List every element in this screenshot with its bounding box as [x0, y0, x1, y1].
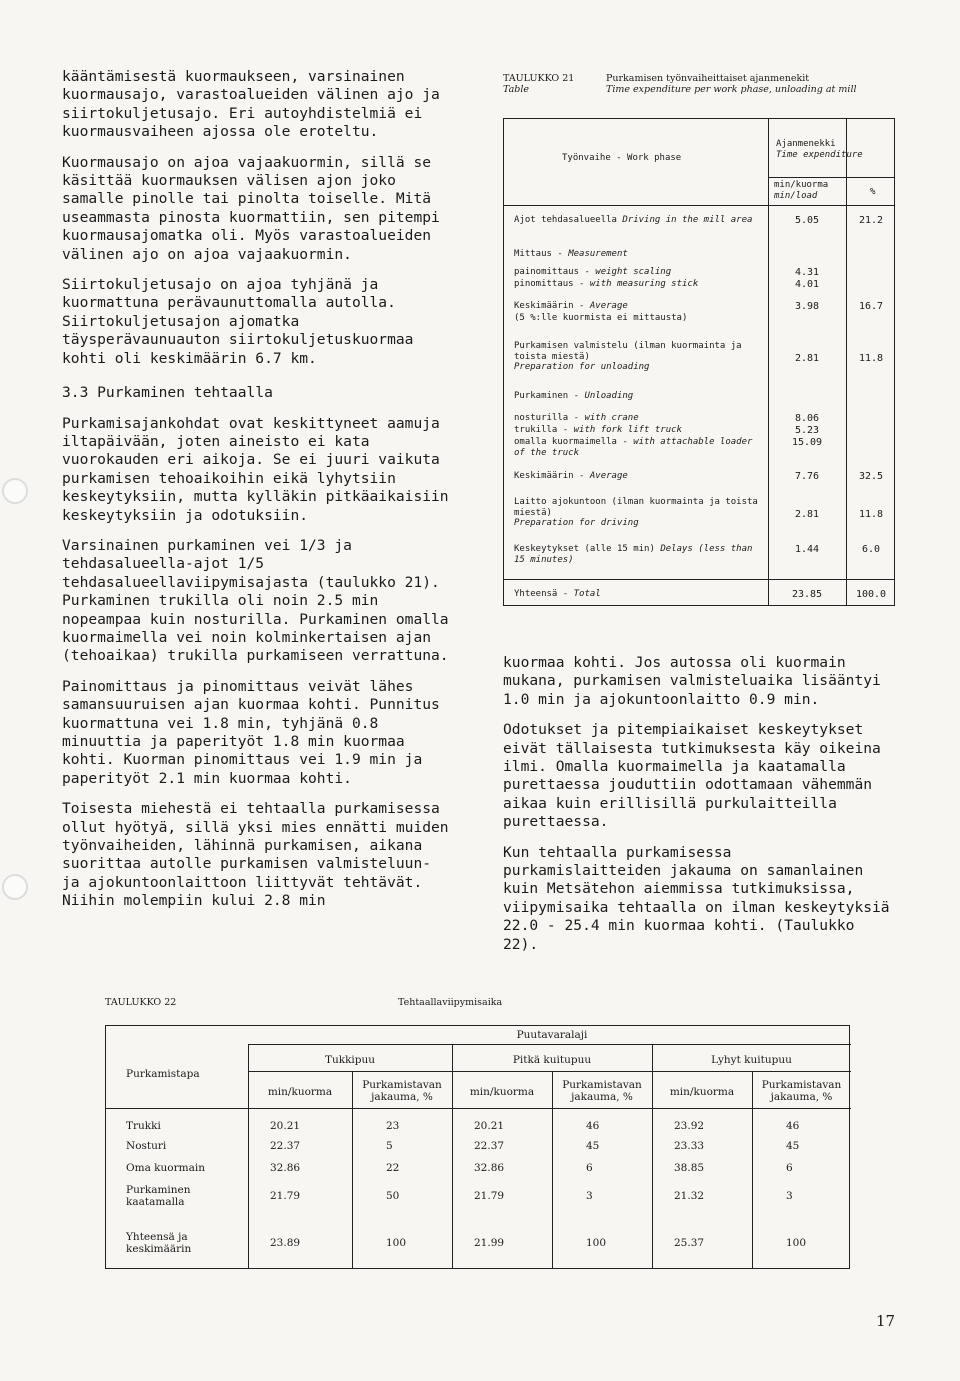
table22-cell: 38.85: [674, 1162, 705, 1174]
table22-cell: 5: [386, 1140, 393, 1152]
table21-row-label: Laitto ajokuntoon (ilman kuormainta ja toista miestä) Preparation for driving: [514, 497, 758, 528]
table22-header-min: min/kuorma: [267, 1086, 333, 1098]
table22: [105, 1025, 850, 1269]
punch-hole-bottom: [2, 874, 28, 900]
table21-header-time: Ajanmenekki Time expenditure: [776, 139, 863, 160]
page-number: 17: [876, 1312, 896, 1330]
table22-cell: 21.79: [270, 1190, 301, 1202]
table21-header-pct: %: [870, 187, 876, 197]
table22-row-label: Purkaminen kaatamalla: [126, 1184, 191, 1208]
table21-cell-pct: 32.5: [858, 471, 884, 482]
table21-label: TAULUKKO 21 Table: [503, 73, 575, 95]
table22-cell: 100: [386, 1237, 407, 1249]
table22-cell: 46: [586, 1120, 600, 1132]
paragraph: Toisesta miehestä ei tehtaalla purkamisessa ollut hyötyä, sillä yksi mies ennätti muiden työnvaiheiden, lähinnä purkamisen, aikana suorittaa autolle purkamisen valmisteluun- ja ajokuntoonlaittoon liittyvät tehtävät. Niihin molempiin kului 2.8 min: [62, 800, 449, 910]
table21-row-label: Purkamisen valmistelu (ilman kuormainta ja toista miestä) Preparation for unloading: [514, 341, 742, 372]
table22-header-jakauma: Purkamistavan jakauma, %: [562, 1079, 642, 1103]
table22-cell: 20.21: [270, 1120, 301, 1132]
table22-header-min: min/kuorma: [469, 1086, 535, 1098]
table21-cell-pct: 6.0: [861, 544, 881, 555]
table22-label: TAULUKKO 22: [105, 997, 177, 1008]
section-heading: 3.3 Purkaminen tehtaalla: [62, 384, 273, 402]
table21-header-phase: Työnvaihe - Work phase: [562, 153, 682, 163]
table21-row-label: Keskeytykset (alle 15 min) Delays (less than 15 minutes): [514, 544, 753, 565]
table21-cell-min: 4.31: [794, 267, 820, 278]
table21-cell-pct: 11.8: [858, 353, 884, 364]
table22-header-purkamistapa: Purkamistapa: [126, 1068, 200, 1080]
table22-cell: 22.37: [270, 1140, 301, 1152]
table21-cell-min: 5.05: [794, 215, 820, 226]
table21-row-label: trukilla - with fork lift truck: [514, 425, 682, 435]
paragraph: kuormaa kohti. Jos autossa oli kuormain mukana, purkamisen valmisteluaika lisääntyi 1.0 min ja ajokuntoonlaitto 0.9 min.: [503, 654, 881, 708]
table22-cell: 20.21: [474, 1120, 505, 1132]
table21-cell-pct: 100.0: [855, 589, 887, 600]
table22-cell: 23: [386, 1120, 400, 1132]
table22-cell: 23.33: [674, 1140, 705, 1152]
table22-header-pitka: Pitkä kuitupuu: [512, 1054, 592, 1066]
table21-cell-min: 5.23: [794, 425, 820, 436]
table22-cell: 6: [586, 1162, 593, 1174]
table21-row-label: Ajot tehdasalueella Driving in the mill area: [514, 215, 753, 225]
table22-cell: 100: [586, 1237, 607, 1249]
table21-row-label: Keskimäärin - Average: [514, 471, 628, 481]
table22-cell: 23.89: [270, 1237, 301, 1249]
table22-row-label: Oma kuormain: [126, 1162, 205, 1174]
table22-row-label: Yhteensä ja keskimäärin: [126, 1231, 192, 1255]
table21-row-label: (5 %:lle kuormista ei mittausta): [514, 313, 688, 323]
paragraph: Purkamisajankohdat ovat keskittyneet aamuja iltapäivään, joten aineisto ei kata vuorokauden eri aikoja. Se ei juuri vaikuta purkamisen tehoaikoihin eikä lyhytsiin keskeytyksiin, mutta kylläkin pitkäaikaisiin keskeytyksiin ja odotuksiin.: [62, 414, 449, 524]
table22-header-lyhyt: Lyhyt kuitupuu: [711, 1054, 792, 1066]
paragraph: Odotukset ja pitempiaikaiset keskeytykset eivät tällaisesta tutkimuksesta käy oikeina ilmi. Omalla kuormaimella ja kaatamalla purettaessa jouduttiin odottamaan vähemmän aikaa kuin erillisillä purkulaitteilla purettaessa.: [503, 721, 881, 831]
table21-cell-min: 15.09: [791, 437, 823, 448]
table22-cell: 46: [786, 1120, 800, 1132]
table22-cell: 22.37: [474, 1140, 505, 1152]
table21-row-label: painomittaus - weight scaling: [514, 267, 672, 277]
table22-cell: 45: [586, 1140, 600, 1152]
table21: [503, 118, 895, 606]
paragraph: kääntämisestä kuormaukseen, varsinainen kuormausajo, varastoalueiden välinen ajo ja siirtokuljetusajo. Eri autoyhdistelmiä ei kuormausvaiheen ajossa ole eroteltu.: [62, 68, 440, 141]
paragraph: Painomittaus ja pinomittaus veivät lähes samansuuruisen ajan kuormaa kohti. Punnitus kuormattuna vei 1.8 min, tyhjänä 0.8 minuuttia ja paperityöt 1.8 min kuormaa kohti. Kuorman pinomittaus vei 1.9 min ja paperityöt 2.1 min kuormaa kohti.: [62, 677, 440, 787]
table22-cell: 100: [786, 1237, 807, 1249]
table21-cell-min: 23.85: [791, 589, 823, 600]
paragraph: Kun tehtaalla purkamisessa purkamislaitteiden jakauma on samanlainen kuin Metsätehon aiemmissa tutkimuksissa, viipymisaika tehtaalla on ilman keskeytyksiä 22.0 - 25.4 min kuormaa kohti. (Taulukko 22).: [503, 843, 890, 953]
table22-header-puutavaralaji: Puutavaralaji: [516, 1029, 588, 1041]
table22-cell: 32.86: [474, 1162, 505, 1174]
table21-cell-min: 8.06: [794, 413, 820, 424]
table21-row-label: Purkaminen - Unloading: [514, 391, 634, 401]
punch-hole-top: [2, 478, 28, 504]
table22-cell: 50: [386, 1190, 400, 1202]
table22-cell: 23.92: [674, 1120, 705, 1132]
table22-cell: 21.79: [474, 1190, 505, 1202]
table21-cell-min: 2.81: [794, 353, 820, 364]
table22-header-tukkipuu: Tukkipuu: [324, 1054, 376, 1066]
table22-row-label: Nosturi: [126, 1140, 167, 1152]
table22-title: Tehtaallaviipymisaika: [398, 997, 503, 1008]
table22-row-label: Trukki: [126, 1120, 161, 1132]
table21-cell-min: 7.76: [794, 471, 820, 482]
table22-cell: 25.37: [674, 1237, 705, 1249]
table21-row-label: Keskimäärin - Average: [514, 301, 628, 311]
table21-row-label: pinomittaus - with measuring stick: [514, 279, 699, 289]
table21-row-label: nosturilla - with crane: [514, 413, 639, 423]
left-text-column: [62, 68, 457, 923]
table22-cell: 45: [786, 1140, 800, 1152]
table22-cell: 22: [386, 1162, 400, 1174]
table22-header-jakauma: Purkamistavan jakauma, %: [362, 1079, 442, 1103]
table21-cell-min: 4.01: [794, 279, 820, 290]
paragraph: Varsinainen purkaminen vei 1/3 ja tehdasalueella-ajot 1/5 tehdasalueellaviipymisajasta (taulukko 21). Purkaminen trukilla oli noin 2.5 min nopeampaa kuin nosturilla. Purkaminen omalla kuormaimella vei noin kolminkertaisen ajan (tehoaikaa) trukilla purkamiseen verrattuna.: [62, 536, 449, 665]
table21-row-label: omalla kuormaimella - with attachable loader of the truck: [514, 437, 753, 458]
table21-cell-min: 2.81: [794, 509, 820, 520]
table21-cell-pct: 11.8: [858, 509, 884, 520]
table22-header-min: min/kuorma: [669, 1086, 735, 1098]
table21-cell-min: 3.98: [794, 301, 820, 312]
table22-cell: 6: [786, 1162, 793, 1174]
table21-title: Purkamisen työnvaiheittaiset ajanmenekit Time expenditure per work phase, unloading at mill: [606, 73, 857, 95]
table21-row-label: Yhteensä - Total: [514, 589, 601, 599]
table21-cell-pct: 21.2: [858, 215, 884, 226]
right-text-column: [503, 654, 898, 966]
table22-cell: 3: [786, 1190, 793, 1202]
table21-cell-min: 1.44: [794, 544, 820, 555]
table22-cell: 32.86: [270, 1162, 301, 1174]
paragraph: Kuormausajo on ajoa vajaakuormin, sillä se käsittää kuormauksen välisen ajon joko samalle pinolle tai pinolta toiselle. Mitä useammasta pinosta kuormattiin, sen pitempi kuormausajomatka oli. Myös varastoalueiden välinen ajo on ajoa vajaakuormin.: [62, 153, 440, 263]
table22-cell: 21.32: [674, 1190, 705, 1202]
table22-cell: 21.99: [474, 1237, 505, 1249]
table21-row-label: Mittaus - Measurement: [514, 249, 628, 259]
table21-header-min: min/kuorma min/load: [774, 180, 829, 201]
table22-header-jakauma: Purkamistavan jakauma, %: [761, 1079, 842, 1103]
paragraph: Siirtokuljetusajo on ajoa tyhjänä ja kuormattuna perävaunuttomalla autolla. Siirtokuljetusajon ajomatka täysperävaunuauton siirtokuljetuskuormaa kohti oli keskimäärin 6.7 km.: [62, 276, 414, 367]
table21-cell-pct: 16.7: [858, 301, 884, 312]
table22-cell: 3: [586, 1190, 593, 1202]
